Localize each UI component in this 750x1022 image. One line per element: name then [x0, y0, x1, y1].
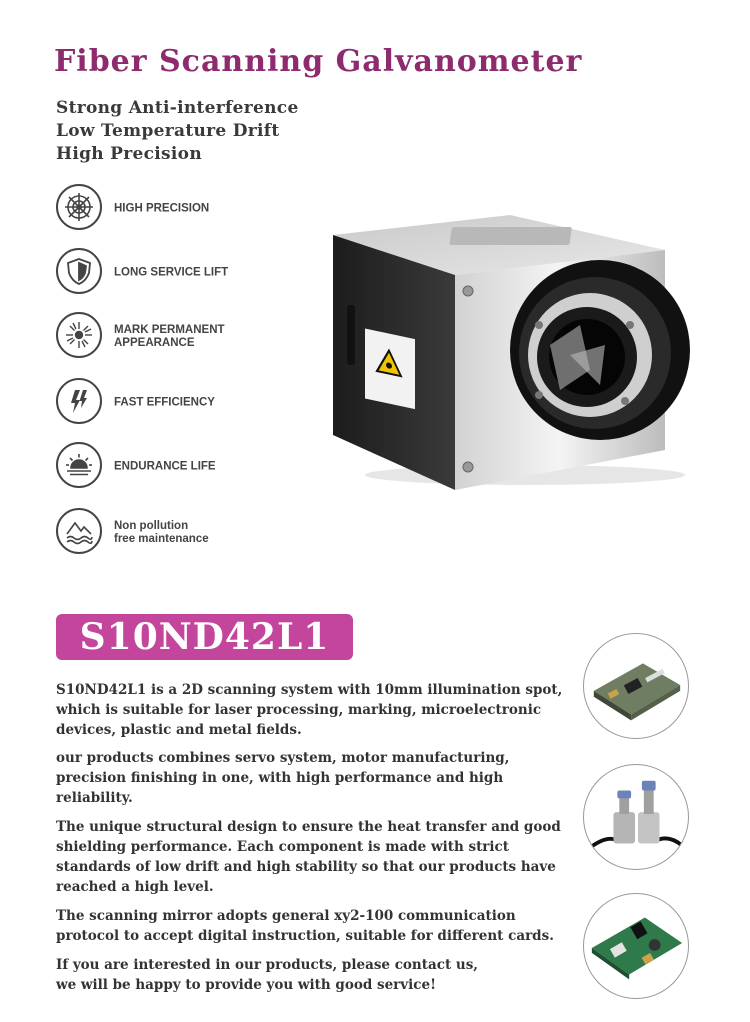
feature-label: HIGH PRECISION [114, 202, 210, 215]
circuit-board-thumbnail [583, 633, 689, 739]
feature-label: ENDURANCE LIFE [114, 460, 216, 473]
feature-mark-permanent [56, 312, 316, 362]
model-badge: S10ND42L1 [56, 614, 353, 660]
galvanometer-product-image [325, 205, 695, 495]
feature-label: MARK PERMANENT APPEARANCE [114, 324, 225, 349]
description-paragraph-3: The unique structural design to ensure the heat transfer and good shielding performance. Each component is made with strict standards of low drift and high stability so that our products have reached a high level. [56, 819, 561, 895]
crosshair-target-icon [56, 184, 102, 230]
feature-high-precision [56, 184, 316, 234]
feature-non-pollution [56, 508, 316, 558]
feature-long-service [56, 248, 316, 298]
description-paragraph-4: The scanning mirror adopts general xy2-100 communication protocol to accept digital instruction, suitable for different cards. [56, 908, 554, 944]
tagline-high-precision: High Precision [56, 144, 202, 164]
driver-board-thumbnail [583, 893, 689, 999]
feature-label: FAST EFFICIENCY [114, 396, 215, 409]
tagline-low-drift: Low Temperature Drift [56, 121, 280, 141]
page-title: Fiber Scanning Galvanometer [54, 44, 583, 79]
lightning-bolt-icon [56, 378, 102, 424]
starburst-icon [56, 312, 102, 358]
mountain-wave-icon [56, 508, 102, 554]
feature-label: Non pollution free maintenance [114, 520, 209, 545]
feature-fast-efficiency [56, 378, 316, 428]
description-paragraph-2: our products combines servo system, motor manufacturing, precision finishing in one, with high performance and high reliability. [56, 750, 510, 806]
description-paragraph-1: S10ND42L1 is a 2D scanning system with 10mm illumination spot, which is suitable for laser processing, marking, microelectronic devices, plastic and metal fields. [56, 682, 563, 738]
sunrise-icon [56, 442, 102, 488]
shield-icon [56, 248, 102, 294]
contact-paragraph: If you are interested in our products, please contact us, we will be happy to provide you with good service! [56, 957, 479, 993]
motor-components-thumbnail [583, 764, 689, 870]
feature-endurance-life [56, 442, 316, 492]
tagline-anti-interference: Strong Anti-interference [56, 98, 299, 118]
feature-label: LONG SERVICE LIFT [114, 266, 229, 279]
